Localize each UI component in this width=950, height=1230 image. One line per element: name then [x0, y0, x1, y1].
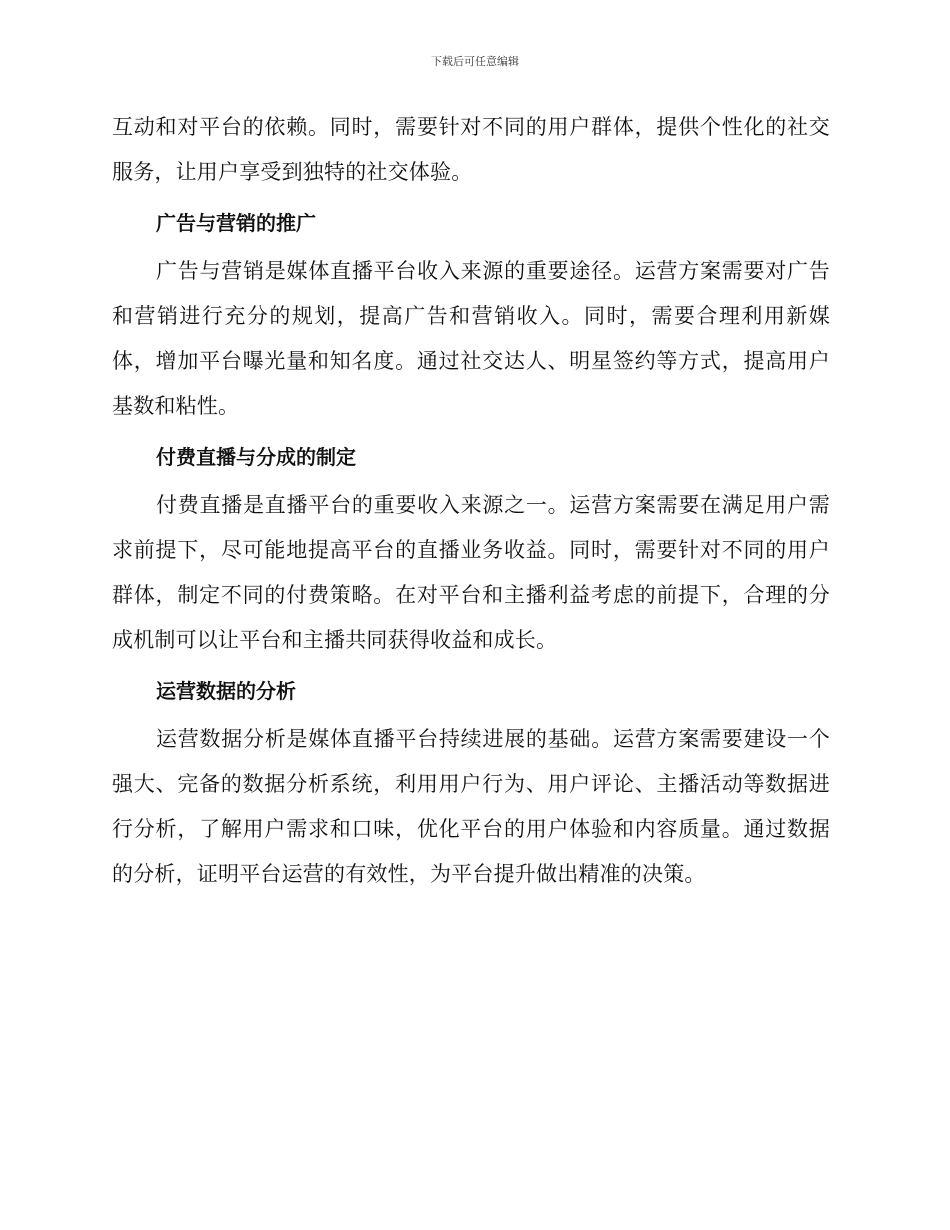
section-advertising	[112, 205, 830, 429]
document-body	[112, 105, 830, 897]
section-data-analysis	[112, 673, 830, 897]
section-paragraph: 付费直播是直播平台的重要收入来源之一。运营方案需要在满足用户需求前提下，尽可能地提高平台的直播业务收益。同时，需要针对不同的用户群体，制定不同的付费策略。在对平台和主播利益考虑的前提下，合理的分成机制可以让平台和主播共同获得收益和成长。	[112, 493, 830, 652]
page-header-note: 下载后可任意编辑	[431, 55, 519, 68]
section-heading: 广告与营销的推广	[156, 211, 316, 235]
section-heading: 付费直播与分成的制定	[156, 445, 356, 469]
section-paid-live	[112, 439, 830, 663]
section-paragraph: 广告与营销是媒体直播平台收入来源的重要途径。运营方案需要对广告和营销进行充分的规划，提高广告和营销收入。同时，需要合理利用新媒体，增加平台曝光量和知名度。通过社交达人、明星签约等方式，提高用户基数和粘性。	[112, 259, 830, 418]
section-paragraph: 运营数据分析是媒体直播平台持续进展的基础。运营方案需要建设一个强大、完备的数据分析系统，利用用户行为、用户评论、主播活动等数据进行分析，了解用户需求和口味，优化平台的用户体验和内容质量。通过数据的分析，证明平台运营的有效性，为平台提升做出精准的决策。	[112, 727, 830, 886]
intro-paragraph: 互动和对平台的依赖。同时，需要针对不同的用户群体，提供个性化的社交服务，让用户享受到独特的社交体验。	[112, 115, 830, 184]
section-heading: 运营数据的分析	[156, 679, 296, 703]
